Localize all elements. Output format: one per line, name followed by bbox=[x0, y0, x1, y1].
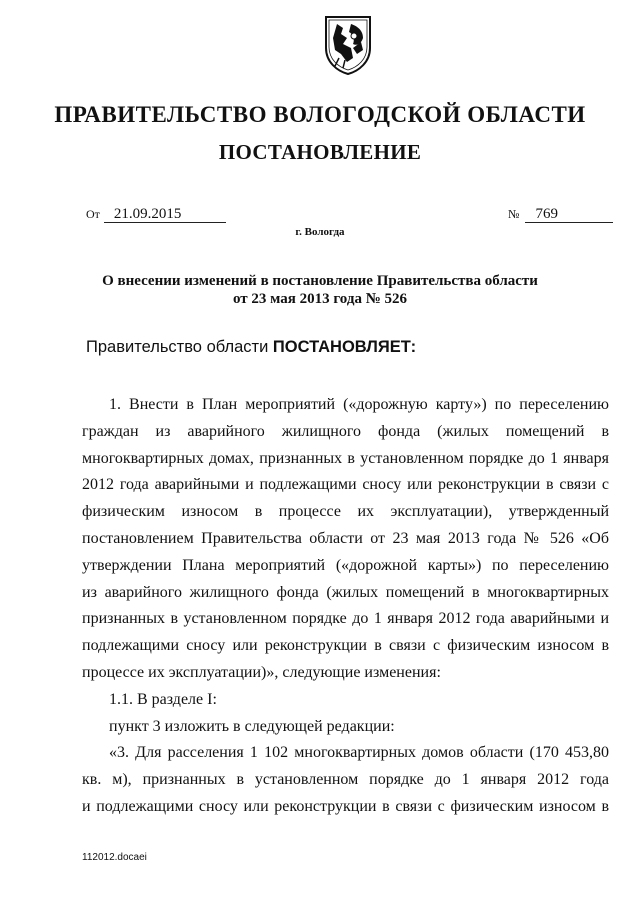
body-line: процессе их эксплуатации)», следующие изменения: bbox=[82, 663, 441, 681]
body-line: кв. м), признанных в установленном порядке до 1 января 2012 года bbox=[82, 771, 609, 789]
preamble bbox=[86, 338, 416, 357]
preamble-keyword: ПОСТАНОВЛЯЕТ: bbox=[272, 338, 417, 356]
number-prefix: № bbox=[508, 207, 520, 221]
body-line: постановлением Правительства области от 23 мая 2013 года № 526 «Об bbox=[82, 529, 609, 547]
document-type-title: ПОСТАНОВЛЕНИЕ bbox=[218, 140, 422, 164]
number-value: 769 bbox=[525, 206, 613, 223]
body-line: 2012 года аварийными и подлежащими сносу или реконструкции в связи с bbox=[82, 476, 609, 494]
body-line: граждан из аварийного жилищного фонда (жилых помещений в bbox=[82, 422, 609, 440]
document-number bbox=[508, 206, 613, 223]
subject-line-2: от 23 мая 2013 года № 526 bbox=[232, 291, 408, 307]
body-line: из аварийного жилищного фонда (жилых помещений в многоквартирных bbox=[82, 583, 609, 601]
body-line: подлежащими сносу или реконструкции в связи с физическим износом в bbox=[82, 637, 609, 655]
body-line: утверждении Плана мероприятий («дорожной карты») по переселению bbox=[82, 556, 609, 574]
city-name: г. Вологда bbox=[295, 226, 345, 238]
coat-of-arms-icon bbox=[323, 14, 373, 76]
body-line: «3. Для расселения 1 102 многоквартирных домов области (170 453,80 bbox=[109, 744, 609, 762]
body-line: и подлежащими сносу или реконструкции в связи с физическим износом в bbox=[82, 797, 609, 815]
body-line: многоквартирных домах, признанных в установленном порядке до 1 января bbox=[82, 449, 609, 467]
body-line: 1.1. В разделе I: bbox=[109, 690, 217, 708]
document-date bbox=[86, 206, 226, 223]
footer-filename: 112012.docaei bbox=[82, 852, 147, 863]
government-name: ПРАВИТЕЛЬСТВО ВОЛОГОДСКОЙ ОБЛАСТИ bbox=[54, 102, 586, 127]
body-line: признанных в установленном порядке до 1 января 2012 года аварийными и bbox=[82, 610, 609, 628]
document-body bbox=[82, 392, 609, 821]
document-subject bbox=[0, 272, 640, 308]
subject-line-1: О внесении изменений в постановление Правительства области bbox=[102, 273, 538, 289]
preamble-text: Правительство области bbox=[86, 338, 269, 356]
body-line: физическим износом в процессе их эксплуатации), утвержденный bbox=[82, 503, 609, 521]
date-prefix: От bbox=[86, 207, 100, 221]
body-line: 1. Внести в План мероприятий («дорожную карту») по переселению bbox=[109, 396, 609, 413]
body-line: пункт 3 изложить в следующей редакции: bbox=[109, 717, 395, 735]
date-value: 21.09.2015 bbox=[104, 206, 226, 223]
